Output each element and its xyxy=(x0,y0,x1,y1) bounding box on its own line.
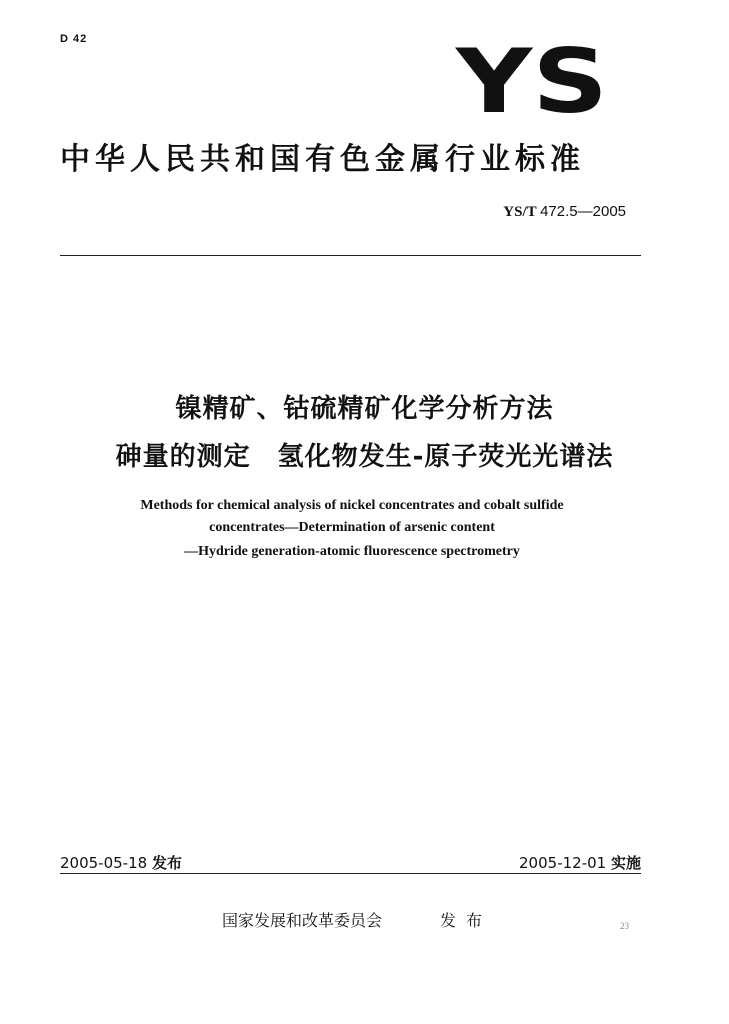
implementation-date-label: 实施 xyxy=(610,854,641,872)
english-title-line-3: —Hydride generation-atomic fluorescence spectrometry xyxy=(184,544,520,559)
classification-code: D 42 xyxy=(60,33,88,45)
ys-logo xyxy=(452,36,612,118)
issue-date-value: 2005-05-18 xyxy=(60,854,148,872)
issuer-action: 发布 xyxy=(440,911,493,930)
chinese-title-line-1: 镍精矿、钴硫精矿化学分析方法 xyxy=(175,394,554,424)
implementation-date-value: 2005-12-01 xyxy=(519,854,607,872)
standard-number-value: 472.5—2005 xyxy=(540,203,626,220)
english-title-line-2: concentrates—Determination of arsenic content xyxy=(209,520,495,535)
top-divider xyxy=(60,255,641,256)
implementation-date xyxy=(519,852,641,873)
organization-title: 中华人民共和国有色金属行业标准 xyxy=(60,142,585,177)
issue-date-label: 发布 xyxy=(151,854,182,872)
ys-logo-text: YS xyxy=(454,36,608,118)
standard-prefix: YS/T xyxy=(503,204,537,220)
issuer-name: 国家发展和改革委员会 xyxy=(222,911,383,930)
english-title-line-1: Methods for chemical analysis of nickel concentrates and cobalt sulfide xyxy=(140,498,564,513)
issue-date xyxy=(60,852,182,873)
page-mark: 23 xyxy=(620,921,629,931)
bottom-divider xyxy=(60,873,641,874)
standard-number xyxy=(503,203,626,221)
chinese-title-line-2: 砷量的测定 氢化物发生-原子荧光光谱法 xyxy=(115,442,614,472)
